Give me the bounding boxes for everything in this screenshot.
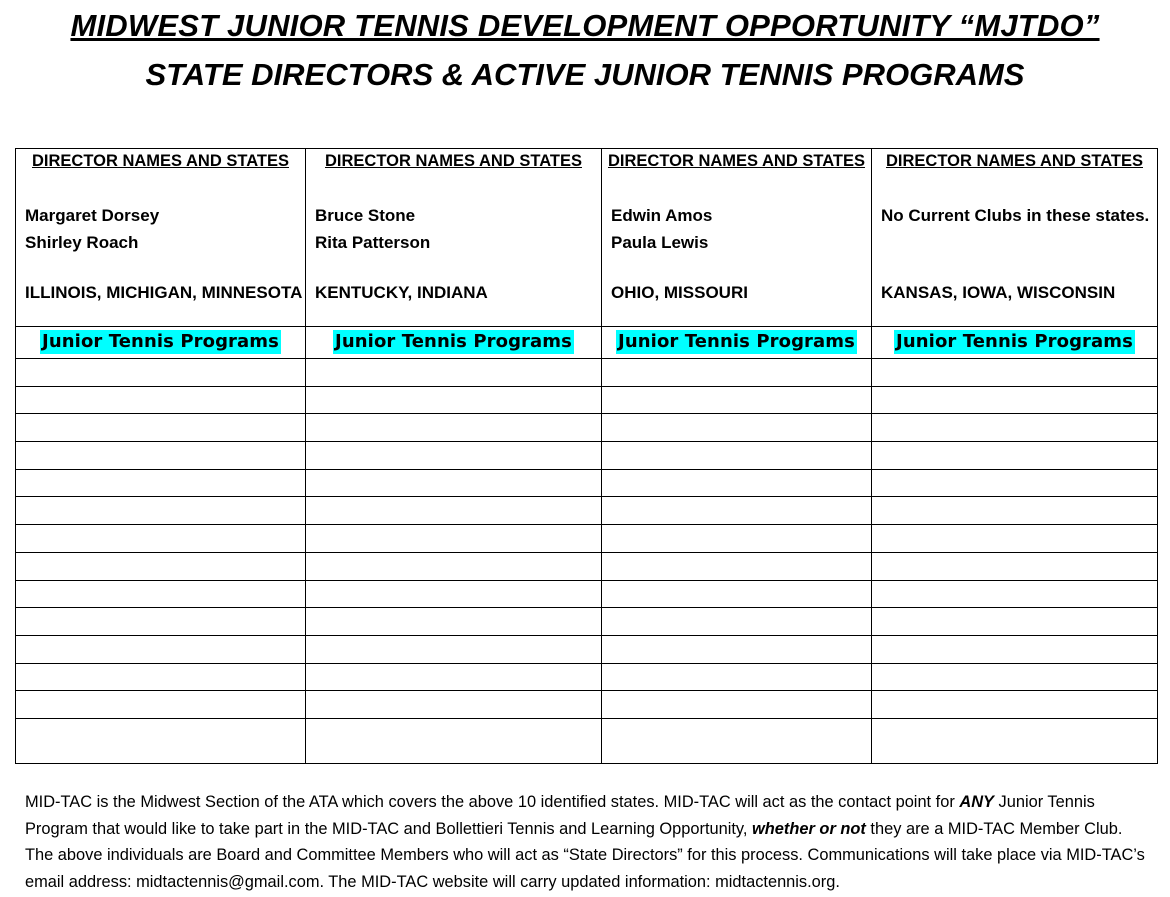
program-cell: [872, 552, 1158, 580]
program-cell: [306, 469, 602, 497]
program-cell: [16, 497, 306, 525]
program-cell: [602, 525, 872, 553]
program-cell: [16, 663, 306, 691]
program-cell: [872, 608, 1158, 636]
program-row: [16, 442, 1158, 470]
program-cell: [306, 386, 602, 414]
program-cell: [306, 552, 602, 580]
program-cell: [872, 525, 1158, 553]
directors-table: [15, 148, 1158, 764]
program-cell: [306, 718, 602, 763]
document-subtitle: STATE DIRECTORS & ACTIVE JUNIOR TENNIS PROGRAMS: [145, 57, 1025, 92]
program-cell: [602, 608, 872, 636]
program-cell: [16, 442, 306, 470]
column-heading: DIRECTOR NAMES AND STATES: [325, 152, 582, 170]
program-row: [16, 552, 1158, 580]
program-cell: [16, 691, 306, 719]
state-list: ILLINOIS, MICHIGAN, MINNESOTA: [25, 283, 303, 302]
director-column-3: [602, 149, 872, 327]
program-cell: [306, 580, 602, 608]
column-heading: DIRECTOR NAMES AND STATES: [32, 152, 289, 170]
director-column-4: [872, 149, 1158, 327]
director-name: Margaret Dorsey: [25, 206, 160, 225]
program-cell: [872, 359, 1158, 387]
state-list: OHIO, MISSOURI: [611, 283, 748, 302]
programs-header-row: [16, 327, 1158, 359]
program-cell: [306, 359, 602, 387]
directors-header-row: [16, 149, 1158, 327]
program-cell: [872, 386, 1158, 414]
state-list: KENTUCKY, INDIANA: [315, 283, 488, 302]
program-cell: [602, 663, 872, 691]
program-row: [16, 580, 1158, 608]
program-cell: [602, 580, 872, 608]
program-cell: [602, 414, 872, 442]
program-cell: [306, 497, 602, 525]
program-cell: [16, 635, 306, 663]
programs-label: Junior Tennis Programs: [896, 331, 1133, 352]
program-cell: [872, 718, 1158, 763]
program-cell: [602, 691, 872, 719]
program-row: [16, 718, 1158, 763]
program-row: [16, 497, 1158, 525]
director-name: Shirley Roach: [25, 233, 139, 252]
program-cell: [872, 691, 1158, 719]
program-cell: [306, 663, 602, 691]
program-cell: [872, 663, 1158, 691]
program-row: [16, 359, 1158, 387]
program-cell: [872, 497, 1158, 525]
program-row: [16, 386, 1158, 414]
program-cell: [602, 359, 872, 387]
program-cell: [602, 469, 872, 497]
footer-text: MID-TAC is the Midwest Section of the ATA which covers the above 10 identified states. MID-TAC will act as the contact point for: [25, 793, 960, 811]
program-cell: [872, 414, 1158, 442]
program-row: [16, 663, 1158, 691]
program-cell: [16, 525, 306, 553]
program-cell: [306, 525, 602, 553]
director-name: Rita Patterson: [315, 233, 431, 252]
director-name: Bruce Stone: [315, 206, 416, 225]
footer-emphasis: ANY: [959, 793, 994, 811]
program-cell: [306, 691, 602, 719]
program-row: [16, 525, 1158, 553]
programs-label: Junior Tennis Programs: [42, 331, 279, 352]
program-cell: [602, 497, 872, 525]
program-cell: [16, 718, 306, 763]
footer-text: they are a MID-TAC Member Club. The above individuals are Board and Committee Members who will act as “State Directors” for this process. Communications will take place via MID-TAC’s email address: midtactennis@gmail.com. The MID-TAC website will carry updated information: midtactennis.org.: [25, 819, 1145, 891]
program-cell: [872, 635, 1158, 663]
director-column-2: [306, 149, 602, 327]
column-heading: DIRECTOR NAMES AND STATES: [608, 152, 865, 170]
program-cell: [16, 469, 306, 497]
program-row: [16, 635, 1158, 663]
program-cell: [16, 552, 306, 580]
program-cell: [16, 414, 306, 442]
program-cell: [306, 635, 602, 663]
program-row: [16, 691, 1158, 719]
programs-label: Junior Tennis Programs: [618, 331, 855, 352]
program-cell: [602, 442, 872, 470]
director-name: Edwin Amos: [611, 206, 713, 225]
program-cell: [16, 580, 306, 608]
program-cell: [872, 442, 1158, 470]
state-list: KANSAS, IOWA, WISCONSIN: [881, 283, 1116, 302]
program-cell: [602, 718, 872, 763]
program-cell: [16, 608, 306, 636]
column-heading: DIRECTOR NAMES AND STATES: [886, 152, 1143, 170]
program-row: [16, 608, 1158, 636]
program-cell: [306, 442, 602, 470]
program-rows: [16, 359, 1158, 764]
program-cell: [872, 469, 1158, 497]
program-cell: [306, 608, 602, 636]
director-name: Paula Lewis: [611, 233, 709, 252]
director-column-1: [16, 149, 306, 327]
program-cell: [16, 359, 306, 387]
program-cell: [602, 386, 872, 414]
programs-label: Junior Tennis Programs: [335, 331, 572, 352]
director-note: No Current Clubs in these states.: [881, 206, 1150, 225]
document-title: MIDWEST JUNIOR TENNIS DEVELOPMENT OPPORTUNITY “MJTDO”: [70, 8, 1100, 43]
footer-note: [25, 789, 1150, 895]
program-cell: [872, 580, 1158, 608]
program-cell: [602, 552, 872, 580]
program-row: [16, 469, 1158, 497]
program-cell: [306, 414, 602, 442]
program-cell: [16, 386, 306, 414]
footer-emphasis: whether or not: [752, 819, 866, 838]
program-cell: [602, 635, 872, 663]
footer-text: Junior Tennis Program that would like to take part in the MID-TAC and Bollettieri Tennis and Learning Opportunity,: [25, 793, 1095, 838]
program-row: [16, 414, 1158, 442]
